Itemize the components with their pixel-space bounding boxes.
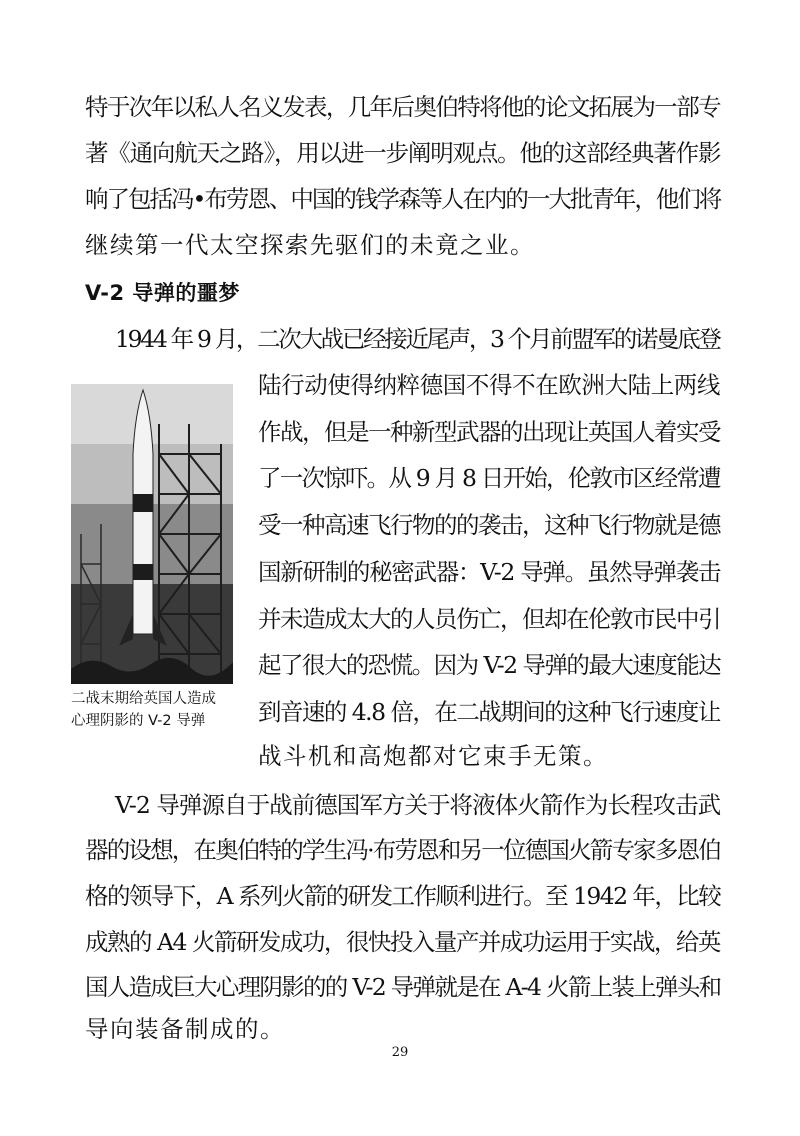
paragraph-3-line-5: 国人造成巨大心理阴影的的 V-2 导弹就是在 A-4 火箭上装上弹头和 (85, 973, 721, 1001)
paragraph-2-line-9: 到音速的 4.8 倍，在二战期间的这种飞行速度让 (258, 698, 720, 726)
paragraph-2-line-3: 作战，但是一种新型武器的出现让英国人着实受 (258, 418, 720, 446)
page-number: 29 (391, 1045, 409, 1060)
paragraph-2-line-10: 战斗机和高炮都对它束手无策。 (258, 742, 608, 770)
paragraph-2-line-7: 并未造成太大的人员伤亡，但却在伦敦市民中引 (258, 605, 720, 633)
paragraph-3-line-2: 器的设想，在奥伯特的学生冯·布劳恩和另一位德国火箭专家多恩伯 (85, 836, 720, 864)
figure-caption-line-2: 心理阴影的 V-2 导弹 (71, 713, 206, 729)
paragraph-3-line-4: 成熟的 A4 火箭研发成功，很快投入量产并成功运用于实战，给英 (85, 928, 720, 956)
paragraph-2-line-1: 1944 年 9 月，二次大战已经接近尾声，3 个月前盟军的诺曼底登 (115, 325, 720, 353)
v2-rocket-photo (71, 384, 233, 684)
paragraph-1-line-3: 响了包括冯•布劳恩、中国的钱学森等人在内的一大批青年，他们将 (85, 185, 721, 213)
figure-caption-line-1: 二战末期给英国人造成 (71, 691, 216, 707)
section-heading: V-2 导弹的噩梦 (85, 281, 240, 305)
paragraph-2-line-6: 国新研制的秘密武器：V-2 导弹。虽然导弹袭击 (258, 558, 721, 586)
paragraph-1-line-1: 特于次年以私人名义发表，几年后奥伯特将他的论文拓展为一部专 (85, 93, 720, 121)
paragraph-1-line-4: 继续第一代太空探索先驱们的未竟之业。 (85, 231, 535, 259)
paragraph-3-line-3: 格的领导下，A 系列火箭的研发工作顺利进行。至 1942 年，比较 (85, 882, 721, 910)
paragraph-1-line-2: 著《通向航天之路》，用以进一步阐明观点。他的这部经典著作影 (85, 139, 721, 167)
paragraph-2-line-8: 起了很大的恐慌。因为 V-2 导弹的最大速度能达 (258, 651, 721, 679)
paragraph-3-line-6: 导向装备制成的。 (85, 1015, 285, 1043)
paragraph-3-line-1: V-2 导弹源自于战前德国军方关于将液体火箭作为长程攻击武 (115, 791, 721, 819)
paragraph-2-line-2: 陆行动使得纳粹德国不得不在欧洲大陆上两线 (258, 371, 720, 399)
paragraph-2-line-4: 了一次惊吓。从 9 月 8 日开始，伦敦市区经常遭 (258, 464, 720, 492)
paragraph-2-line-5: 受一种高速飞行物的的袭击，这种飞行物就是德 (258, 511, 720, 539)
